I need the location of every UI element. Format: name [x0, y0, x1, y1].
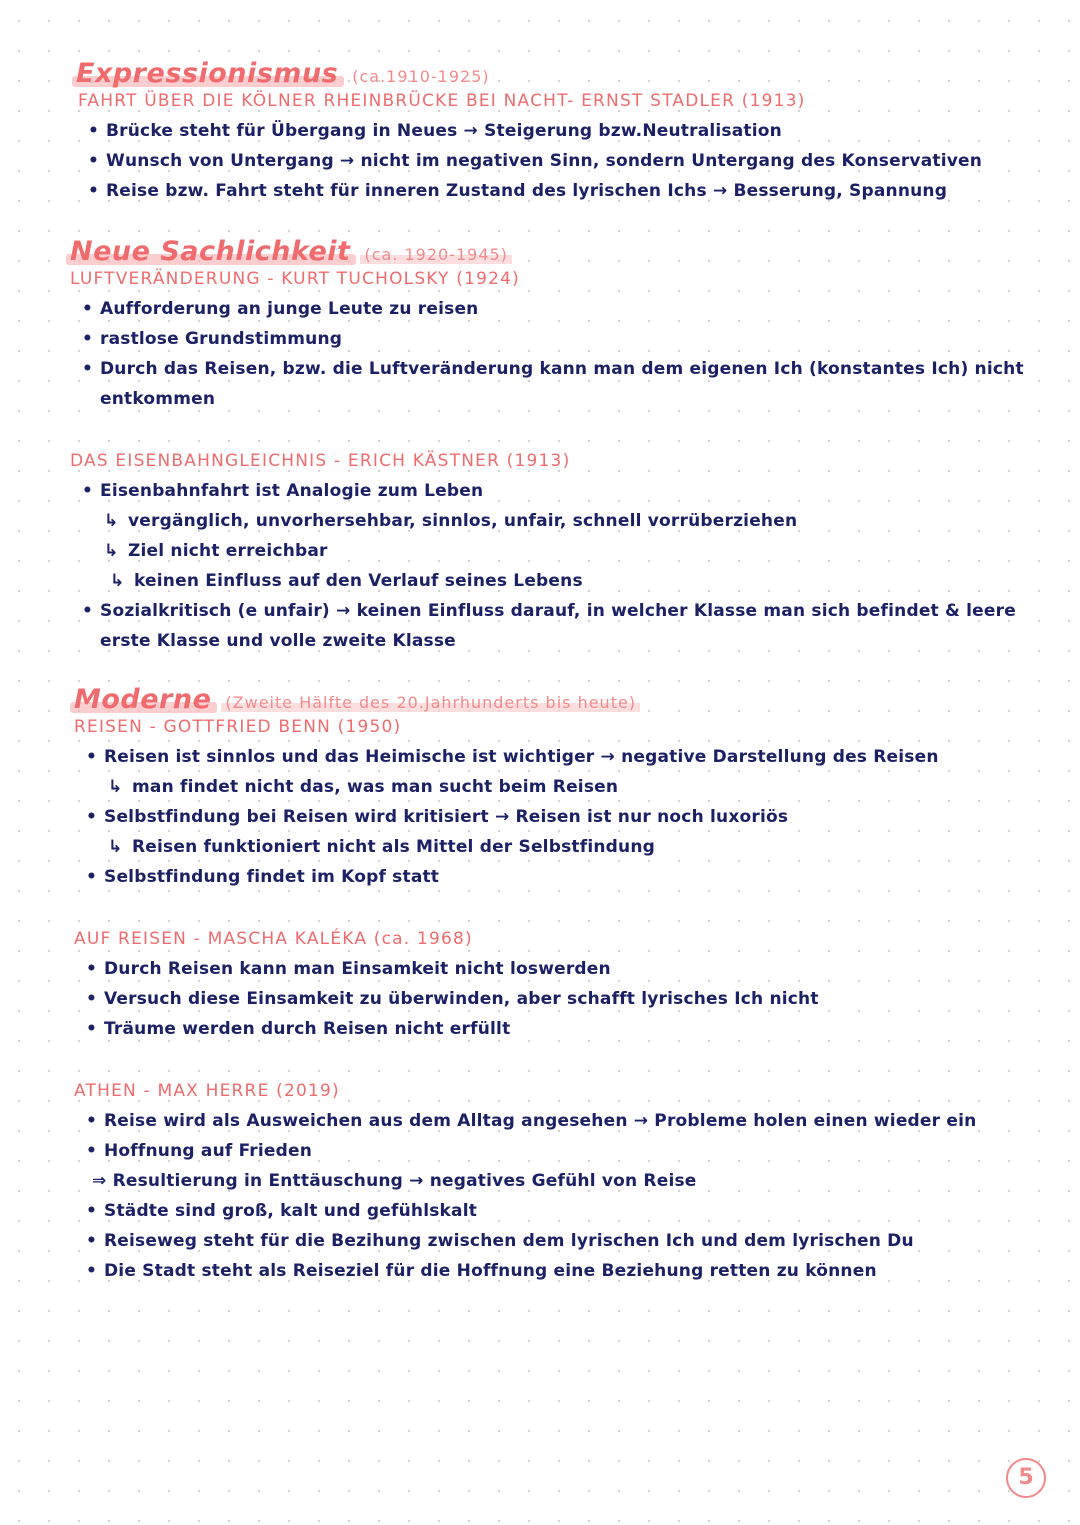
list-item: • Städte sind groß, kalt und gefühlskalt [74, 1196, 1054, 1226]
list-item: • Reisen ist sinnlos und das Heimische ist wichtiger → negative Darstellung des Reisen [74, 742, 1054, 772]
list-item: • Selbstfindung findet im Kopf statt [74, 862, 1054, 892]
point-list [74, 954, 1054, 1044]
work-title: AUF REISEN - MASCHA KALÉKA (ca. 1968) [74, 929, 473, 949]
hook-arrow-icon: ↳ [108, 777, 123, 797]
list-item: • Träume werden durch Reisen nicht erfüllt [74, 1014, 1054, 1044]
era-title: Moderne [74, 684, 211, 715]
era-header [70, 236, 1050, 266]
result-line: ⇒ Resultierung in Enttäuschung → negatives Gefühl von Reise [92, 1171, 697, 1191]
sub-list-item: ↳ Ziel nicht erreichbar [70, 536, 1050, 566]
list-item: • Brücke steht für Übergang in Neues → Steigerung bzw.Neutralisation [76, 116, 1056, 146]
page-number: 5 [1006, 1458, 1046, 1498]
hook-arrow-icon: ↳ [108, 837, 123, 857]
list-item: • Versuch diese Einsamkeit zu überwinden, aber schafft lyrisches Ich nicht [74, 984, 1054, 1014]
list-item: • Durch das Reisen, bzw. die Luftveränderung kann man dem eigenen Ich (konstantes Ich) nicht [70, 354, 1050, 384]
list-item: • Reiseweg steht für die Bezihung zwischen dem lyrischen Ich und dem lyrischen Du [74, 1226, 1054, 1256]
sub-list-item: ↳ vergänglich, unvorhersehbar, sinnlos, unfair, schnell vorrüberziehen [70, 506, 1050, 536]
sub-list-item: ↳ Reisen funktioniert nicht als Mittel der Selbstfindung [74, 832, 1054, 862]
list-item: • Sozialkritisch (e unfair) → keinen Einfluss darauf, in welcher Klasse man sich befindet & leere [70, 596, 1050, 626]
work-title: REISEN - GOTTFRIED BENN (1950) [74, 717, 402, 737]
era-title: Expressionismus [76, 58, 338, 89]
work-title: LUFTVERÄNDERUNG - KURT TUCHOLSKY (1924) [70, 269, 520, 289]
list-item: • Hoffnung auf Frieden [74, 1136, 1054, 1166]
era-header [76, 58, 1056, 88]
work-title: DAS EISENBAHNGLEICHNIS - ERICH KÄSTNER (1913) [70, 451, 571, 471]
section-expressionismus [76, 58, 1056, 206]
hook-arrow-icon: ↳ [104, 511, 119, 531]
hook-arrow-icon: ↳ [110, 571, 125, 591]
work-title: ATHEN - MAX HERRE (2019) [74, 1081, 340, 1101]
list-item: • Reise bzw. Fahrt steht für inneren Zustand des lyrischen Ichs → Besserung, Spannung [76, 176, 1056, 206]
point-list [76, 116, 1056, 206]
sub-list-item: ↳ keinen Einfluss auf den Verlauf seines Lebens [70, 566, 1050, 596]
era-range: (ca. 1920-1945) [364, 245, 507, 264]
section-moderne [74, 684, 1054, 1286]
list-item: • Eisenbahnfahrt ist Analogie zum Leben [70, 476, 1050, 506]
list-item: • Durch Reisen kann man Einsamkeit nicht loswerden [74, 954, 1054, 984]
hook-arrow-icon: ↳ [104, 541, 119, 561]
era-header [74, 684, 1054, 714]
list-item: • Selbstfindung bei Reisen wird kritisiert → Reisen ist nur noch luxoriös [74, 802, 1054, 832]
point-list [74, 742, 1054, 892]
era-title: Neue Sachlichkeit [70, 236, 350, 267]
list-item: • Die Stadt steht als Reiseziel für die Hoffnung eine Beziehung retten zu können [74, 1256, 1054, 1286]
point-list [70, 476, 1050, 656]
list-item: • Wunsch von Untergang → nicht im negativen Sinn, sondern Untergang des Konservativen [76, 146, 1056, 176]
section-neue-sachlichkeit [70, 236, 1050, 656]
era-range: (ca.1910-1925) [352, 67, 490, 86]
era-range: (Zweite Hälfte des 20.Jahrhunderts bis heute) [225, 693, 636, 712]
list-item: • Reise wird als Ausweichen aus dem Alltag angesehen → Probleme holen einen wieder ein [74, 1106, 1054, 1136]
sub-list-item: ↳ man findet nicht das, was man sucht beim Reisen [74, 772, 1054, 802]
list-item: • Aufforderung an junge Leute zu reisen [70, 294, 1050, 324]
point-list [70, 294, 1050, 414]
list-item-continuation: erste Klasse und volle zweite Klasse [100, 631, 456, 651]
list-item-continuation: entkommen [100, 389, 216, 409]
list-item: • rastlose Grundstimmung [70, 324, 1050, 354]
work-title: FAHRT ÜBER DIE KÖLNER RHEINBRÜCKE BEI NACHT- ERNST STADLER (1913) [78, 91, 806, 111]
point-list [74, 1106, 1054, 1286]
